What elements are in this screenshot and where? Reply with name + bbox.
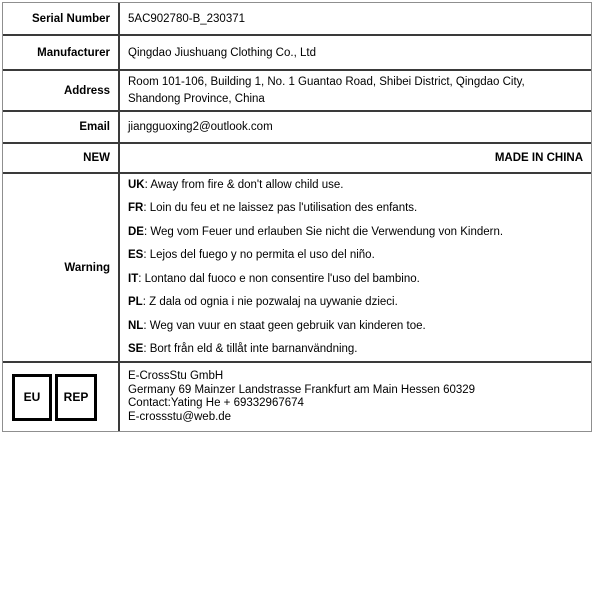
warning-line-nl: [128, 315, 583, 339]
email-label: Email: [3, 112, 120, 142]
made-in-china-text: MADE IN CHINA: [494, 152, 583, 164]
address-line-2: Shandong Province, China: [128, 92, 265, 105]
warning-line-de: [128, 221, 583, 245]
warning-text-es: : Lejos del fuego y no permita el uso del niño.: [143, 249, 375, 261]
warning-text-de: : Weg vom Feuer und erlauben Sie nicht die Verwendung von Kindern.: [143, 225, 504, 238]
row-email: [3, 110, 591, 142]
warning-code-uk: UK: [128, 178, 145, 191]
eu-rep-address: Germany 69 Mainzer Landstrasse Frankfurt am Main Hessen 60329: [128, 383, 476, 396]
warning-line-fr: [128, 197, 583, 221]
warning-text-pl: : Z dala od ognia i nie pozwalaj na uywanie dzieci.: [142, 296, 398, 308]
eu-rep-mark-cell: [3, 363, 120, 431]
warning-code-de: DE: [128, 225, 144, 238]
serial-number-label: Serial Number: [3, 3, 120, 34]
warning-text-it: : Lontano dal fuoco e non consentire l'uso del bambino.: [138, 272, 420, 285]
warning-text-block: [120, 174, 591, 361]
eu-box: EU: [12, 374, 52, 421]
address-line-1: Room 101-106, Building 1, No. 1 Guantao Road, Shibei District, Qingdao City,: [128, 75, 525, 88]
email-value: jiangguoxing2@outlook.com: [128, 121, 273, 133]
label-table: [2, 2, 592, 432]
warning-code-pl: PL: [128, 296, 143, 308]
warning-line-se: [128, 338, 583, 362]
warning-label: Warning: [3, 174, 120, 361]
row-warning: [3, 172, 591, 361]
warning-code-nl: NL: [128, 319, 144, 332]
eu-rep-mark-icon: [12, 374, 97, 421]
eu-rep-email: E-crossstu@web.de: [128, 410, 232, 423]
address-value: [120, 71, 591, 110]
eu-rep-company: E-CrossStu GmbH: [128, 370, 224, 382]
warning-code-fr: FR: [128, 202, 144, 214]
warning-code-it: IT: [128, 272, 139, 285]
new-label: NEW: [3, 144, 120, 172]
row-eu-representative: [3, 361, 591, 431]
row-serial-number: [3, 3, 591, 34]
manufacturer-label: Manufacturer: [3, 36, 120, 69]
row-manufacturer: [3, 34, 591, 69]
manufacturer-value: Qingdao Jiushuang Clothing Co., Ltd: [128, 46, 316, 59]
warning-text-nl: : Weg van vuur en staat geen gebruik van kinderen toe.: [143, 319, 426, 332]
row-address: [3, 69, 591, 110]
rep-box: REP: [55, 374, 97, 421]
warning-line-it: [128, 268, 583, 292]
eu-rep-contact-block: [120, 363, 591, 431]
warning-text-se: : Bort från eld & tillåt inte barnanvändning.: [143, 343, 358, 355]
warning-line-es: [128, 244, 583, 268]
warning-code-es: ES: [128, 249, 144, 261]
row-new-origin: [3, 142, 591, 172]
warning-text-fr: : Loin du feu et ne laissez pas l'utilisation des enfants.: [143, 202, 418, 214]
warning-line-pl: [128, 291, 583, 315]
eu-rep-contact: Contact:Yating He + 69332967674: [128, 397, 304, 409]
address-label: Address: [3, 71, 120, 110]
warning-line-uk: [128, 174, 583, 198]
serial-number-value: 5AC902780-B_230371: [128, 12, 246, 25]
warning-code-se: SE: [128, 343, 144, 355]
warning-text-uk: : Away from fire & don't allow child use.: [144, 178, 344, 191]
